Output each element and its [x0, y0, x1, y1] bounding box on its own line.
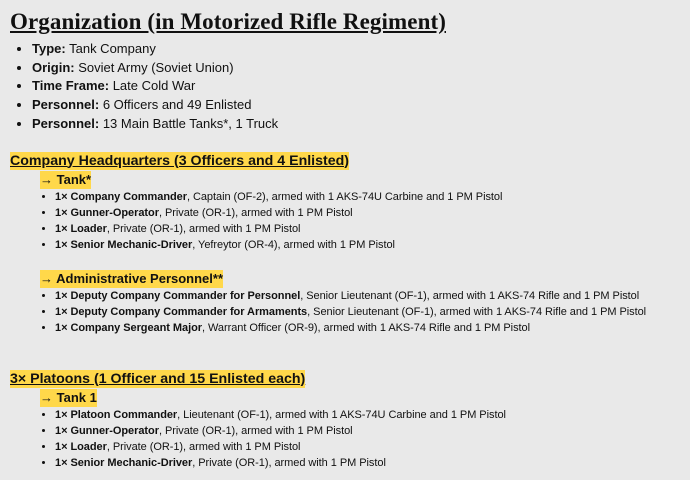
platoons-heading: 3× Platoons (1 Officer and 15 Enlisted each): [10, 370, 306, 387]
crew-role: 1× Gunner-Operator: [55, 206, 159, 219]
crew-role: 1× Gunner-Operator: [55, 424, 159, 437]
overview-item-personnel: [32, 96, 690, 115]
overview-item-origin: [32, 59, 690, 78]
crew-role: 1× Loader: [55, 222, 107, 235]
crew-role: 1× Deputy Company Commander for Armaments: [55, 305, 308, 318]
hq-heading: Company Headquarters (3 Officers and 4 Enlisted): [10, 152, 350, 169]
platoons-section: [10, 370, 690, 471]
hq-tank-group: [40, 171, 690, 253]
crew-detail: , Lieutenant (OF-1), armed with 1 AKS-74U Carbine and 1 PM Pistol: [177, 408, 506, 421]
overview-item-equipment: [32, 115, 690, 134]
crew-role: 1× Senior Mechanic-Driver: [55, 456, 193, 469]
platoon-tank1-group: [40, 389, 690, 471]
crew-detail: , Private (OR-1), armed with 1 PM Pistol: [106, 222, 301, 235]
overview-label: Origin:: [32, 59, 75, 75]
overview-value: Soviet Army (Soviet Union): [78, 59, 234, 75]
crew-item: [55, 304, 690, 320]
platoon-tank1-heading: → Tank 1: [40, 389, 97, 405]
crew-item: [55, 455, 690, 471]
hq-admin-list: [40, 288, 690, 336]
hq-tank-heading: → Tank*: [40, 171, 92, 187]
crew-detail: , Private (OR-1), armed with 1 PM Pistol: [158, 424, 353, 437]
crew-detail: , Senior Lieutenant (OF-1), armed with 1 AKS-74 Rifle and 1 PM Pistol: [307, 305, 647, 318]
crew-role: 1× Loader: [55, 440, 107, 453]
overview-item-time-frame: [32, 77, 690, 96]
page-title: Organization (in Motorized Rifle Regiment): [10, 9, 446, 34]
crew-role: 1× Company Commander: [55, 190, 187, 203]
crew-detail: , Warrant Officer (OR-9), armed with 1 AKS-74 Rifle and 1 PM Pistol: [202, 321, 530, 334]
crew-role: 1× Platoon Commander: [55, 408, 178, 421]
hq-admin-group: [40, 270, 690, 336]
crew-item: [55, 237, 690, 253]
overview-value: Late Cold War: [112, 78, 196, 94]
crew-item: [55, 423, 690, 439]
crew-detail: , Senior Lieutenant (OF-1), armed with 1 AKS-74 Rifle and 1 PM Pistol: [300, 289, 640, 302]
overview-label: Type:: [32, 41, 66, 56]
hq-admin-heading: → Administrative Personnel**: [40, 270, 224, 286]
crew-item: [55, 320, 690, 336]
overview-value: 13 Main Battle Tanks*, 1 Truck: [102, 115, 279, 131]
overview-value: 6 Officers and 49 Enlisted: [102, 97, 252, 113]
overview-value: Tank Company: [69, 41, 156, 56]
crew-detail: , Private (OR-1), armed with 1 PM Pistol: [106, 440, 301, 453]
hq-section: [10, 152, 690, 336]
platoon-tank1-crew-list: [40, 407, 690, 471]
crew-role: 1× Deputy Company Commander for Personnel: [55, 289, 301, 302]
crew-detail: , Private (OR-1), armed with 1 PM Pistol: [158, 206, 353, 219]
crew-detail: , Captain (OF-2), armed with 1 AKS-74U Carbine and 1 PM Pistol: [186, 190, 503, 203]
overview-label: Time Frame:: [32, 78, 110, 94]
overview-label: Personnel:: [32, 115, 100, 131]
crew-detail: , Yefreytor (OR-4), armed with 1 PM Pistol: [192, 238, 395, 251]
crew-item: [55, 221, 690, 237]
spacer: [10, 253, 690, 269]
crew-item: [55, 439, 690, 455]
crew-role: 1× Company Sergeant Major: [55, 321, 202, 334]
crew-detail: , Private (OR-1), armed with 1 PM Pistol: [192, 456, 386, 469]
overview-label: Personnel:: [32, 97, 100, 113]
overview-list: [10, 40, 690, 134]
crew-role: 1× Senior Mechanic-Driver: [55, 238, 193, 251]
crew-item: [55, 205, 690, 221]
crew-item: [55, 189, 690, 205]
crew-item: [55, 288, 690, 304]
crew-item: [55, 407, 690, 423]
overview-item-type: [32, 40, 690, 59]
hq-tank-crew-list: [40, 189, 690, 253]
